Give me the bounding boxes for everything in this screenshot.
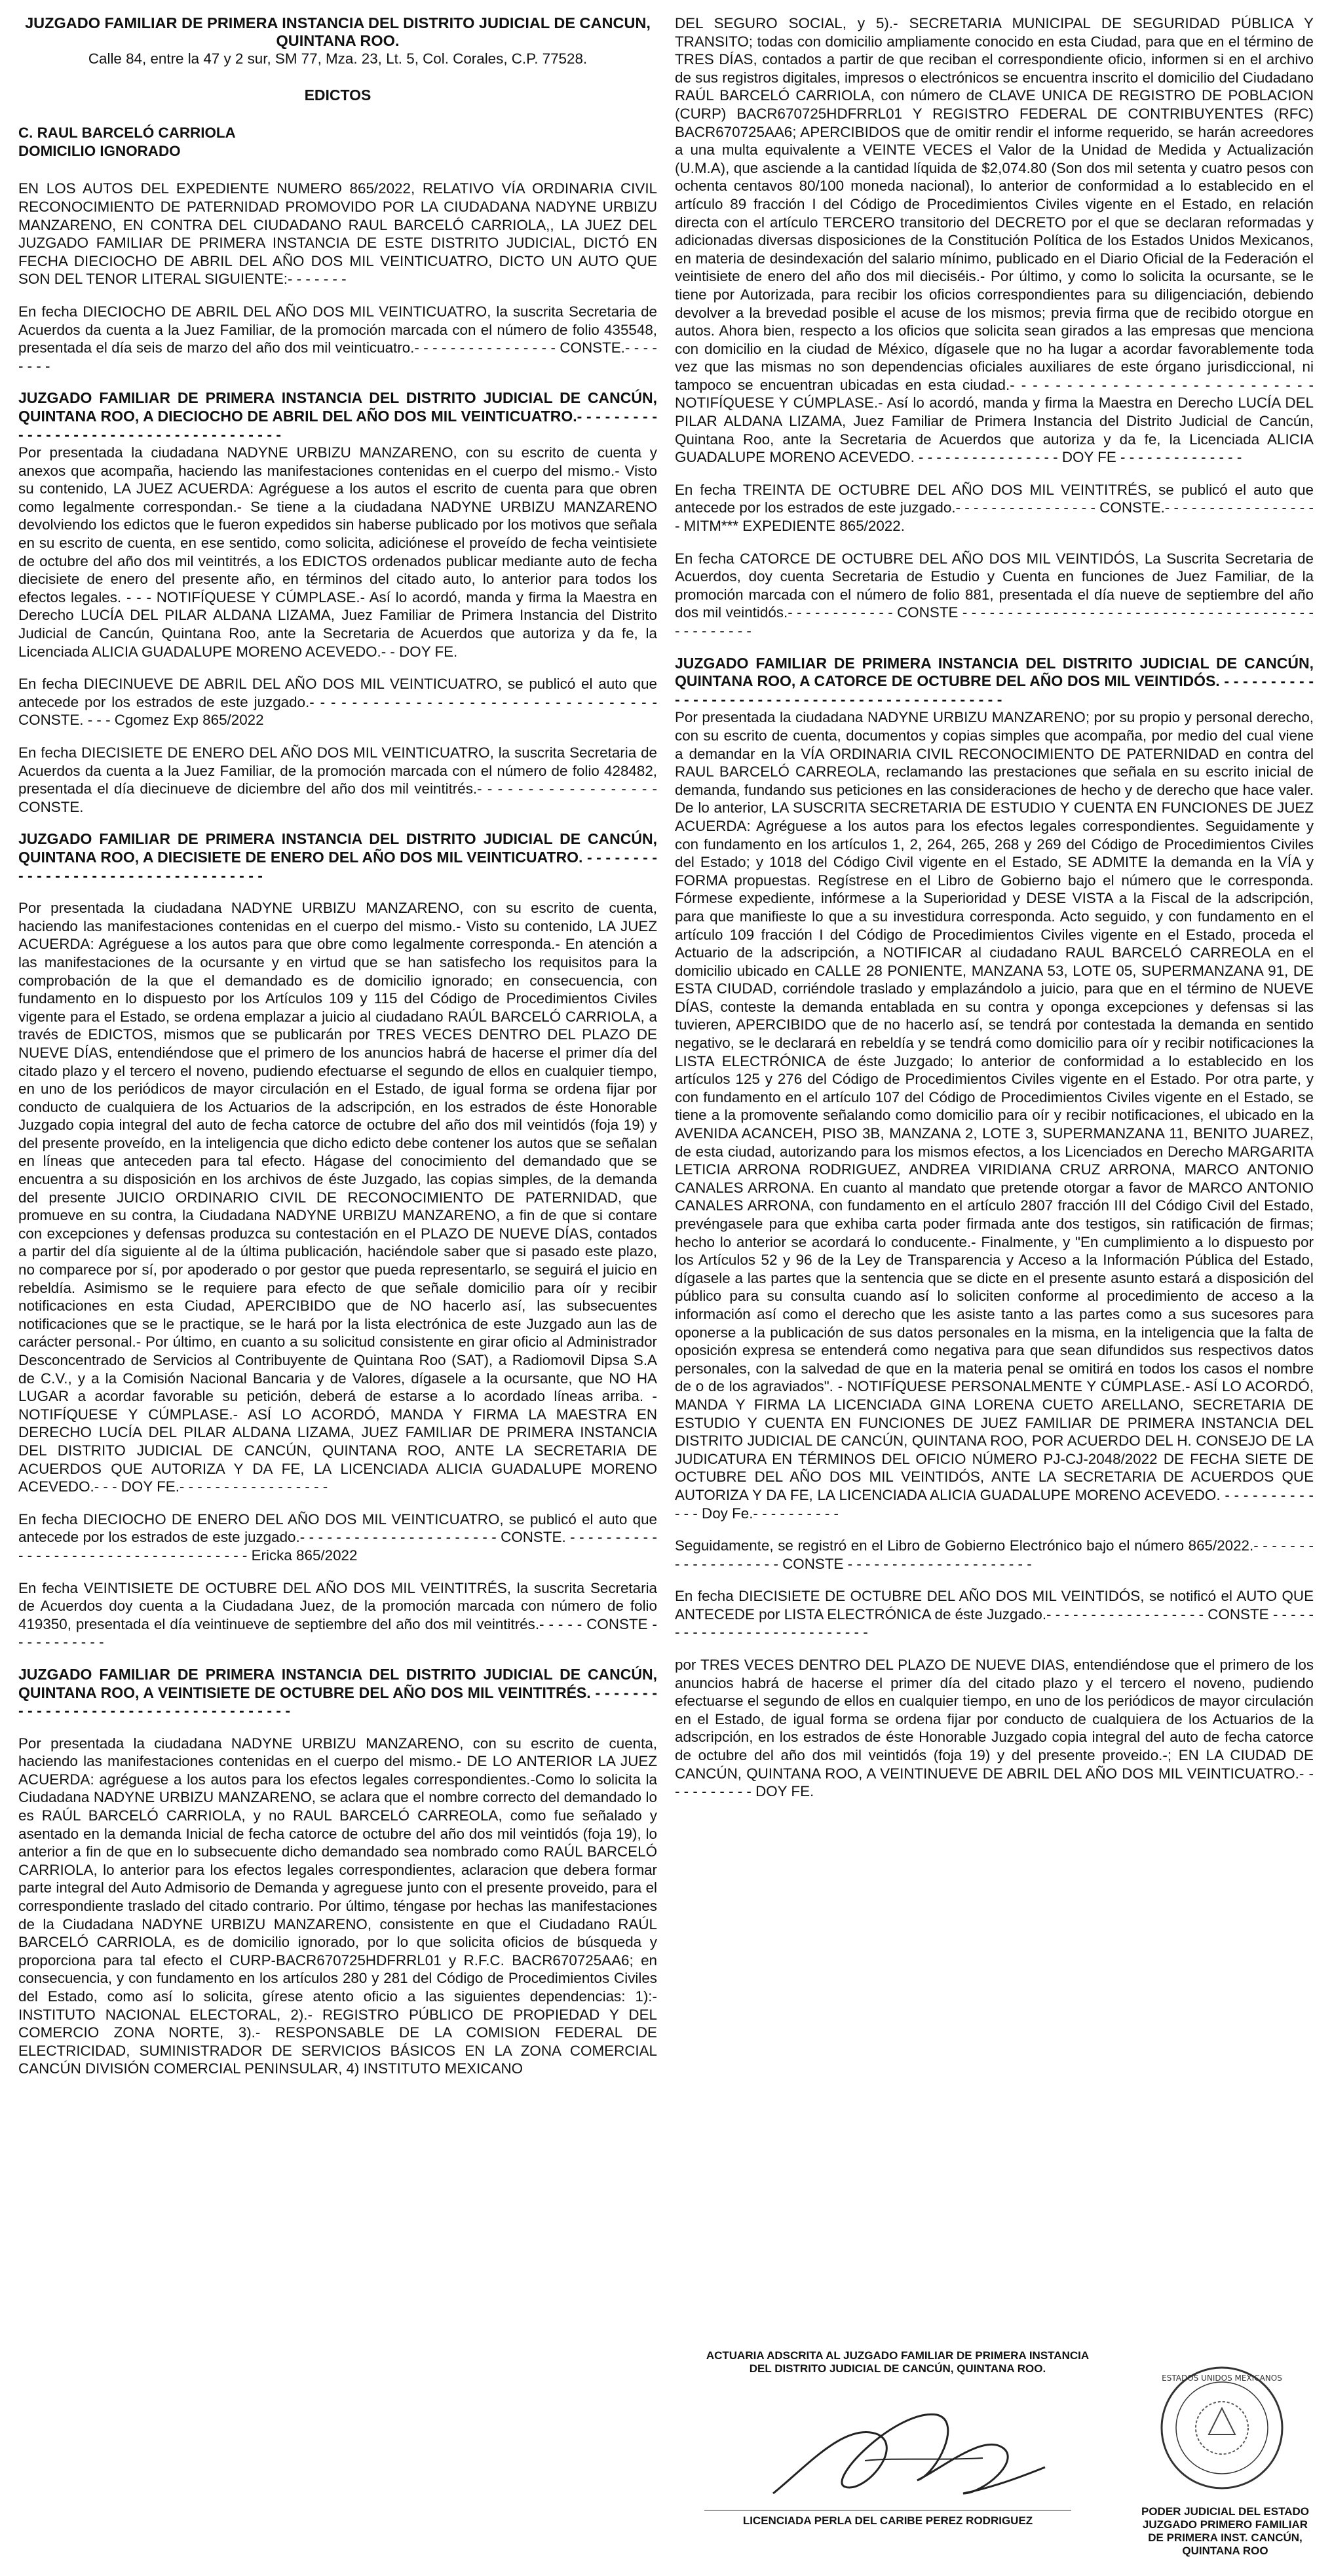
resolution-paragraph: Por presentada la ciudadana NADYNE URBIZU MANZARENO, con su escrito de cuenta, haciendo las manifestaciones contenidas en el cuerpo del mismo.- Visto su contenido, LA JUEZ ACUERDA: Agréguese a los autos para que obre como legalmente corresponda.- En atención a las manifestaciones de la ocursante y en virtud que se han satisfecho los requisitos para la comprobación de la que el demandado es de domicilio ignorado; en consecuencia, con fundamento en lo dispuesto por los Artículos 109 y 115 del Código de Procedimientos Civiles vigente para el Estado, se ordena emplazar a juicio al ciudadano RAÚL BARCELÓ CARRIOLA, a través de EDICTOS, mismos que se publicarán por TRES VECES DENTRO DEL PLAZO DE NUEVE DÍAS, entendiéndose que el primero de los anuncios habrá de hacerse el primer día del citado plazo y el tercero el noveno, pudiendo efectuarse el segundo de ellos en cualquier tiempo, en uno de los periódicos de mayor circulación en el Estado, de igual forma se ordena fijar por conducto de cualquiera de los Actuarios de la adscripción, en los estrados de éste Honorable Juzgado copia integral del auto de fecha catorce de octubre del año dos mil veintidós (foja 19) y del presente proveído, en la inteligencia que dicho edicto debe contener los autos que se señalan en líneas que anteceden para tal efecto. Hágase del conocimiento del demandado que se encuentra a su disposición en los archivos de éste Juzgado, las copias simples, de la demanda del presente JUICIO ORDINARIO CIVIL DE RECONOCIMIENTO DE PATERNIDAD, que promueve en su contra, la Ciudadana NADYNE URBIZU MANZARENO, a fin de que si contare con excepciones y defensas produzca su contestación en el PLAZO DE NUEVE DÍAS, contados a partir del día siguiente al de la última publicación, haciéndole saber que si pasado este plazo, no comparece por sí, por apoderado o por gestor que pueda representarlo, se seguirá el juicio en rebeldía. Asimismo se le requiere para efecto de que señale domicilio para oír y recibir notificaciones en esta Ciudad, APERCIBIDO que de NO hacerlo así, las subsecuentes notificaciones que se le practique, se le hará por la lista electrónica de este Juzgado aun las de carácter personal.- Por último, en cuanto a su solicitud consistente en girar oficio al Administrador Desconcentrado de Servicios al Contribuyente de Quintana Roo (SAT), a Radiomovil Dipsa S.A de C.V., y a la Comisión Nacional Bancaria y de Valores, dígasele a la ocursante, que NO HA LUGAR a acordar favorable su petición, deberá de estarse a lo acordado líneas arriba. - NOTIFÍQUESE Y CÚMPLASE.- ASÍ LO ACORDÓ, MANDA Y FIRMA LA MAESTRA EN DERECHO LUCÍA DEL PILAR ALDANA LIZAMA, JUEZ FAMILIAR DE PRIMERA INSTANCIA DEL DISTRITO JUDICIAL DE CANCÚN, QUINTANA ROO, ANTE LA SECRETARIA DE ACUERDOS QUE AUTORIZA Y DA FE, LA LICENCIADA ALICIA GUADALUPE MORENO ACEVEDO.- - - DOY FE.- - - - - - - - - - - - - - - - -	[18, 900, 657, 1495]
closing-paragraph: por TRES VECES DENTRO DEL PLAZO DE NUEVE DIAS, entendiéndose que el primero de los anuncios habrá de hacerse el primer día del citado plazo y el tercero el noveno, pudiendo efectuarse el segundo de ellos en cualquier tiempo, en uno de los periódicos de mayor circulación en el Estado, de igual forma se ordena fijar por conducto de cualquiera de los Actuarios de la adscripción, en los estrados de éste Honorable Juzgado copia integral del auto de fecha catorce de octubre del año dos mil veintidós (foja 19) y del presente proveido.-; EN LA CIUDAD DE CANCÚN, QUINTANA ROO, A VEINTINUEVE DE ABRIL DEL AÑO DOS MIL VEINTICUATRO.- - - - - - - - - - - DOY FE.	[675, 1657, 1314, 1800]
resolution-heading: JUZGADO FAMILIAR DE PRIMERA INSTANCIA DEL DISTRITO JUDICIAL DE CANCÚN, QUINTANA ROO, A DIECISIETE DE ENERO DEL AÑO DOS MIL VEINTICUATRO. - - - - - - - - - - - - - - - - - - - - - - - - - - - - - - - - - - -	[18, 830, 657, 884]
account-paragraph: En fecha DIECISIETE DE ENERO DEL AÑO DOS MIL VEINTICUATRO, la suscrita Secretaria de Acuerdos da cuenta a la Juez Familiar, de la promoción marcada con el número de folio 428482, presentada el día diecinueve de diciembre del año dos mil veintitrés.- - - - - - - - - - - - - - - - - - CONSTE.	[18, 744, 657, 815]
notification-note: En fecha DIECISIETE DE OCTUBRE DEL AÑO DOS MIL VEINTIDÓS, se notificó el AUTO QUE ANTECEDE por LISTA ELECTRÓNICA de éste Juzgado.- - - - - - - - - - - - - - - - - - CONSTE - - - - - - - - - - - - - - - - - - - - - - - - - - -	[675, 1588, 1314, 1641]
court-stamp: PODER JUDICIAL DEL ESTADO JUZGADO PRIMERO FAMILIAR DE PRIMERA INST. CANCÚN, QUINTANA ROO	[1141, 2505, 1309, 2557]
resolution-paragraph: Por presentada la ciudadana NADYNE URBIZU MANZARENO, con su escrito de cuenta y anexos que acompaña, haciendo las manifestaciones contenidas en el cuerpo del mismo.- Visto su contenido, LA JUEZ ACUERDA: Agréguese a los autos el escrito de cuenta para que obren como legalmente correspondan.- Se tiene a la ciudadana NADYNE URBIZU MANZARENO devolviendo los edictos que le fueron expedidos sin haberse publicado por los motivos que señala en su escrito de cuenta, en ese sentido, como solicita, adiciónese el proveído de fecha veintisiete de octubre del año dos mil veintitrés, a los EDICTOS ordenados publicar mediante auto de fecha diecisiete de enero del presente año, en términos del citado auto, lo anterior para todos los efectos legales. - - - NOTIFÍQUESE Y CÚMPLASE.- Así lo acordó, manda y firma la Maestra en Derecho LUCÍA DEL PILAR ALDANA LIZAMA, Juez Familiar de Primera Instancia del Distrito Judicial de Cancún, Quintana Roo, ante la Secretaria de Acuerdos que autoriza y da fe, la Licenciada ALICIA GUADALUPE MORENO ACEVEDO.- - DOY FE.	[18, 444, 657, 660]
handwritten-signature	[767, 2395, 1048, 2513]
account-paragraph: En fecha VEINTISIETE DE OCTUBRE DEL AÑO DOS MIL VEINTITRÉS, la suscrita Secretaria de Acuerdos doy cuenta a la Ciudadana Juez, de la promoción marcada con número de folio 419350, presentada el día veintinueve de septiembre del año dos mil veintitrés.- - - - - CONSTE - - - - - - - - - - -	[18, 1579, 657, 1651]
signature-block	[675, 2349, 1314, 2559]
resolution-heading: JUZGADO FAMILIAR DE PRIMERA INSTANCIA DEL DISTRITO JUDICIAL DE CANCÚN, QUINTANA ROO, A VEINTISIETE DE OCTUBRE DEL AÑO DOS MIL VEINTITRÉS. - - - - - - - - - - - - - - - - - - - - - - - - - - - - - - - - - - - - -	[18, 1665, 657, 1720]
resolution-heading: JUZGADO FAMILIAR DE PRIMERA INSTANCIA DEL DISTRITO JUDICIAL DE CANCÚN, QUINTANA ROO, A DIECIOCHO DE ABRIL DEL AÑO DOS MIL VEINTICUATRO.- - - - - - - - - - - - - - - - - - - - - - - - - - - - - - - - - - - - - -	[18, 389, 657, 443]
court-header: JUZGADO FAMILIAR DE PRIMERA INSTANCIA DEL DISTRITO JUDICIAL DE CANCUN, QUINTANA ROO.	[25, 14, 651, 49]
court-seal	[1156, 2362, 1287, 2493]
resolution-heading: JUZGADO FAMILIAR DE PRIMERA INSTANCIA DEL DISTRITO JUDICIAL DE CANCÚN, QUINTANA ROO, A CATORCE DE OCTUBRE DEL AÑO DOS MIL VEINTIDÓS. - - - - - - - - - - - - - - - - - - - - - - - - - - - - - - - - - - - - - - - - - - - - - -	[675, 654, 1314, 708]
publication-note: En fecha DIECINUEVE DE ABRIL DEL AÑO DOS MIL VEINTICUATRO, se publicó el auto que antecede por los estrados de este juzgado.- - - - - - - - - - - - - - - - - - - - - - - - - - - - - - - - - CONSTE. - - - Cgomez Exp 865/2022	[18, 676, 657, 729]
court-address: Calle 84, entre la 47 y 2 sur, SM 77, Mza. 23, Lt. 5, Col. Corales, C.P. 77528.	[88, 50, 588, 67]
signatory-title: ACTUARIA ADSCRITA AL JUZGADO FAMILIAR DE PRIMERA INSTANCIA DEL DISTRITO JUDICIAL DE CANCÚN, QUINTANA ROO.	[706, 2349, 1090, 2375]
right-column	[675, 14, 1314, 1815]
account-paragraph: En fecha CATORCE DE OCTUBRE DEL AÑO DOS MIL VEINTIDÓS, La Suscrita Secretaria de Acuerdos, doy cuenta Secretaria de Estudio y Cuenta en funciones de Juez Familiar, de la promoción marcada con el número de folio 881, presentada el día nueve de septiembre del año dos mil veintidós.- - - - - - - - - - - - CONSTE - - - - - - - - - - - - - - - - - - - - - - - - - - - - - - - - - - - - - - - - - - - - - - - -	[675, 550, 1314, 639]
publication-note: En fecha TREINTA DE OCTUBRE DEL AÑO DOS MIL VEINTITRÉS, se publicó el auto que antecede por los estrados de este juzgado.- - - - - - - - - - - - - - - - CONSTE.- - - - - - - - - - - - - - - - - - MITM*** EXPEDIENTE 865/2022.	[675, 481, 1314, 535]
registry-note: Seguidamente, se registró en el Libro de Gobierno Electrónico bajo el número 865/2022.- - - - - - - - - - - - - - - - - - - CONSTE - - - - - - - - - - - - - - - - - - - - -	[675, 1537, 1314, 1572]
signatory-name: LICENCIADA PERLA DEL CARIBE PEREZ RODRIGUEZ	[704, 2510, 1071, 2528]
intro-paragraph: EN LOS AUTOS DEL EXPEDIENTE NUMERO 865/2022, RELATIVO VÍA ORDINARIA CIVIL RECONOCIMIENTO DE PATERNIDAD PROMOVIDO POR LA CIUDADANA NADYNE URBIZU MANZARENO, EN CONTRA DEL CIUDADANO RAUL BARCELÓ CARRIOLA,, LA JUEZ DEL JUZGADO FAMILIAR DE PRIMERA INSTANCIA DE ESTE DISTRITO JUDICIAL, DICTÓ EN FECHA DIECIOCHO DE ABRIL DEL AÑO DOS MIL VEINTICUATRO, DICTO UN AUTO QUE SON DEL TENOR LITERAL SIGUIENTE:- - - - - - -	[18, 180, 657, 288]
svg-text:ESTADOS UNIDOS MEXICANOS: ESTADOS UNIDOS MEXICANOS	[1162, 2374, 1282, 2383]
resolution-paragraph: Por presentada la ciudadana NADYNE URBIZU MANZARENO, con su escrito de cuenta, haciendo las manifestaciones contenidas en el cuerpo del mismo.- DE LO ANTERIOR LA JUEZ ACUERDA: agréguese a los autos para los efectos legales correspondientes.-Como lo solicita la Ciudadana NADYNE URBIZU MANZARENO, se aclara que el nombre correcto del demandado lo es RAÚL BARCELÓ CARRIOLA, y no RAUL BARCELÓ CARREOLA, como fue señalado y asentado en la demanda Inicial de fecha catorce de octubre del año dos mil veintidós (foja 19), lo anterior a fin de que en lo subsecuente dicho demandado sea nombrado como RAÚL BARCELÓ CARRIOLA, lo anterior para los efectos legales correspondientes, aclaracion que debera formar parte integral del Auto Admisorio de Demanda y agreguese junto con el presente proveido, para el correspondiente traslado del citado contrario. Por último, téngase por hechas las manifestaciones de la Ciudadana NADYNE URBIZU MANZARENO, consistente en que el Ciudadano RAÚL BARCELÓ CARRIOLA, es de domicilio ignorado, por lo que solicita oficios de búsqueda y proporciona para tal efecto el CURP-BACR670725HDFRRL01 y R.F.C. BACR670725AA6; en consecuencia, y con fundamento en los artículos 280 y 281 del Código de Procedimientos Civiles del Estado, como así lo solicita, gírese atento oficio a las siguientes dependencias: 1):-INSTITUTO NACIONAL ELECTORAL, 2).- REGISTRO PÚBLICO DE PROPIEDAD Y DEL COMERCIO ZONA NORTE, 3).- RESPONSABLE DE LA COMISION FEDERAL DE ELECTRICIDAD, SUMINISTRADOR DE SERVICIOS BÁSICOS EN LA ZONA COMERCIAL CANCÚN DIVISIÓN COMERCIAL PENINSULAR, 4) INSTITUTO MEXICANO	[18, 1735, 657, 2077]
resolution-continuation: DEL SEGURO SOCIAL, y 5).- SECRETARIA MUNICIPAL DE SEGURIDAD PÚBLICA Y TRANSITO; todas con domicilio ampliamente conocido en esta Ciudad, para que en el término de TRES DÍAS, contados a partir de que reciban el correspondiente oficio, informen si en el archivo de sus registros digitales, impresos o electrónicos se encuentra inscrito el domicilio del Ciudadano RAÚL BARCELÓ CARRIOLA, con número de CLAVE UNICA DE REGISTRO DE POBLACION (CURP) BACR670725HDFRRL01 Y REGISTRO FEDERAL DE CONTRIBUYENTES (RFC) BACR670725AA6; APERCIBIDOS que de omitir rendir el informe requerido, se harán acreedores a una multa equivalente a VEINTE VECES el Valor de la Unidad de Medida y Actualización (U.M.A), que asciende a la cantidad líquida de $2,074.80 (Son dos mil setenta y cuatro pesos con ochenta centavos 80/100 moneda nacional), lo anterior de conformidad a lo establecido en el artículo 89 fracción I del Código de Procedimientos Civiles vigente en el Estado, en relación directa con el artículo TERCERO transitorio del DECRETO por el que se declaran reformadas y adicionadas diversas disposiciones de la Constitución Política de los Estados Unidos Mexicanos, en materia de desindexación del salario mínimo, publicado en el Diario Oficial de la Federación el veintisiete de enero del año dos mil dieciséis.- Por último, y como lo solicita la ocursante, se le tiene por Autorizada, para recibir los oficios correspondientes para su diligenciación, debiendo devolver a la brevedad posible el acuse de los mismos; previa firma que de recibido otorgue en autos. Ahora bien, respecto a los oficios que solicita sean girados a las empresas que menciona con domicilio en la ciudad de México, dígasele que no ha lugar a acordar favorablemente toda vez que las mismas no son dependencias oficiales auxiliares de este órgano jurisdiccional, ni tampoco se encuentran ubicadas en esta ciudad.- - - - - - - - - - - - - - - - - - - - - - - - - - - NOTIFÍQUESE Y CÚMPLASE.- Así lo acordó, manda y firma la Maestra en Derecho LUCÍA DEL PILAR ALDANA LIZAMA, Juez Familiar de Primera Instancia del Distrito Judicial de Cancún, Quintana Roo, ante la Secretaria de Acuerdos que autoriza y da fe, la Licenciada ALICIA GUADALUPE MORENO ACEVEDO. - - - - - - - - - - - - - - - - DOY FE - - - - - - - - - - - - - -	[675, 15, 1314, 466]
addressee: C. RAUL BARCELÓ CARRIOLA	[18, 125, 236, 142]
admission-paragraph: Por presentada la ciudadana NADYNE URBIZU MANZARENO; por su propio y personal derecho, con su escrito de cuenta, documentos y copias simples que acompaña, por medio del cual viene a demandar en la VÍA ORDINARIA CIVIL RECONOCIMIENTO DE PATERNIDAD en contra del RAUL BARCELÓ CARREOLA, reclamando las prestaciones que señala en su escrito inicial de demanda, fundando sus peticiones en las consideraciones de hecho y de derecho que hace valer. De lo anterior, LA SUSCRITA SECRETARIA DE ESTUDIO Y CUENTA EN FUNCIONES DE JUEZ ACUERDA: Agréguese a los autos para los efectos legales correspondientes. Seguidamente y con fundamento en los artículos 1, 2, 264, 265, 268 y 269 del Código de Procedimientos Civiles del Estado; y 1018 del Código Civil vigente en el Estado, SE ADMITE la demanda en la VÍA y FORMA propuestas. Regístrese en el Libro de Gobierno bajo el número que le corresponda. Fórmese expediente, infórmese a la Superioridad y DESE VISTA a la Fiscal de la adscripción, para que manifieste lo que a su investidura corresponda. Acto seguido, y con fundamento en el artículo 109 fracción I del Código de Procedimientos Civiles vigente en el Estado, proceda el Actuario de la adscripción, a NOTIFICAR al ciudadano RAUL BARCELÓ CARREOLA en el domicilio ubicado en CALLE 28 PONIENTE, MANZANA 53, LOTE 05, SUPERMANZANA 91, DE ESTA CIUDAD, corriéndole traslado y emplazándolo a juicio, para que en el término de NUEVE DÍAS, conteste la demanda entablada en su contra y oponga excepciones y defensas si las tuvieren, APERCIBIDO que de no hacerlo así, se tendrá por contestada la demanda en sentido negativo, se le declarará en rebeldía y se tendrá como domicilio para oír y recibir notificaciones la LISTA ELECTRÓNICA de éste Juzgado; lo anterior de conformidad a lo establecido en los artículos 125 y 276 del Código de Procedimientos Civiles vigente en el Estado. Por otra parte, y con fundamento en el artículo 107 del Código de Procedimientos Civiles vigente en el Estado, se tiene a la promovente señalando como domicilio para oír y recibir notificaciones, el ubicado en la AVENIDA ACANCEH, PISO 3B, MANZANA 2, LOTE 3, SUPERMANZANA 11, BENITO JUAREZ, de esta ciudad, autorizando para los mismos efectos, a los Licenciados en Derecho MARGARITA LETICIA ARRONA RODRIGUEZ, ANDREA VIRIDIANA CRUZ ARRONA, MARCO ANTONIO CANALES ARRONA. En cuanto al mandato que pretende otorgar a favor de MARCO ANTONIO CANALES ARRONA, con fundamento en el artículo 2807 fracción III del Código Civil del Estado, prevéngasele para que exhiba carta poder firmada ante dos testigos, sin ratificación de firmas; hecho lo anterior se acordará lo conducente.- Finalmente, y "En cumplimiento a lo dispuesto por los Artículos 52 y 96 de la Ley de Transparencia y Acceso a la Información Pública del Estado, dígasele a las partes que la sentencia que se dicte en el presente asunto estará a disposición del público para su consulta cuando así lo soliciten conforme al procedimiento de acceso a la información así como el derecho que les asiste tanto a las partes como a sus sucesores para oponerse a la publicación de sus datos personales en la misma, en la inteligencia que la falta de oposición expresa se entenderá como negativa para que sean difundidos sus respectivos datos personales, con la salvedad de que en la materia penal se omitirá en todos los casos el nombre de o de los agraviados". - NOTIFÍQUESE PERSONALMENTE Y CÚMPLASE.- ASÍ LO ACORDÓ, MANDA Y FIRMA LA LICENCIADA GINA LORENA CUETO ARELLANO, SECRETARIA DE ESTUDIO Y CUENTA EN FUNCIONES DE JUEZ FAMILIAR DE PRIMERA INSTANCIA DEL DISTRITO JUDICIAL DE CANCÚN, QUINTANA ROO, POR ACUERDO DEL H. CONSEJO DE LA JUDICATURA EN TÉRMINOS DEL OFICIO NÚMERO PJ-CJ-2048/2022 DE FECHA SIETE DE OCTUBRE DEL AÑO DOS MIL VEINTIDÓS, ANTE LA SECRETARIA DE ACUERDOS QUE AUTORIZA Y DA FE, LA LICENCIADA ALICIA GUADALUPE MORENO ACEVEDO. - - - - - - - - - - - - - Doy Fe.- - - - - - - - - -	[675, 709, 1314, 1522]
document-title: EDICTOS	[304, 86, 371, 104]
left-column	[18, 14, 657, 2092]
account-paragraph: En fecha DIECIOCHO DE ABRIL DEL AÑO DOS MIL VEINTICUATRO, la suscrita Secretaria de Acuerdos da cuenta a la Juez Familiar, de la promoción marcada con el número de folio 435548, presentada el día seis de marzo del año dos mil veinticuatro.- - - - - - - - - - - - - - - - CONSTE.- - - - - - - -	[18, 303, 657, 374]
publication-note: En fecha DIECIOCHO DE ENERO DEL AÑO DOS MIL VEINTICUATRO, se publicó el auto que antecede por los estrados de este juzgado.- - - - - - - - - - - - - - - - - - - - - - CONSTE. - - - - - - - - - - - - - - - - - - - - - - - - - - - - - - - - - - - - Ericka 865/2022	[18, 1510, 657, 1564]
addressee-domicile: DOMICILIO IGNORADO	[18, 142, 181, 159]
